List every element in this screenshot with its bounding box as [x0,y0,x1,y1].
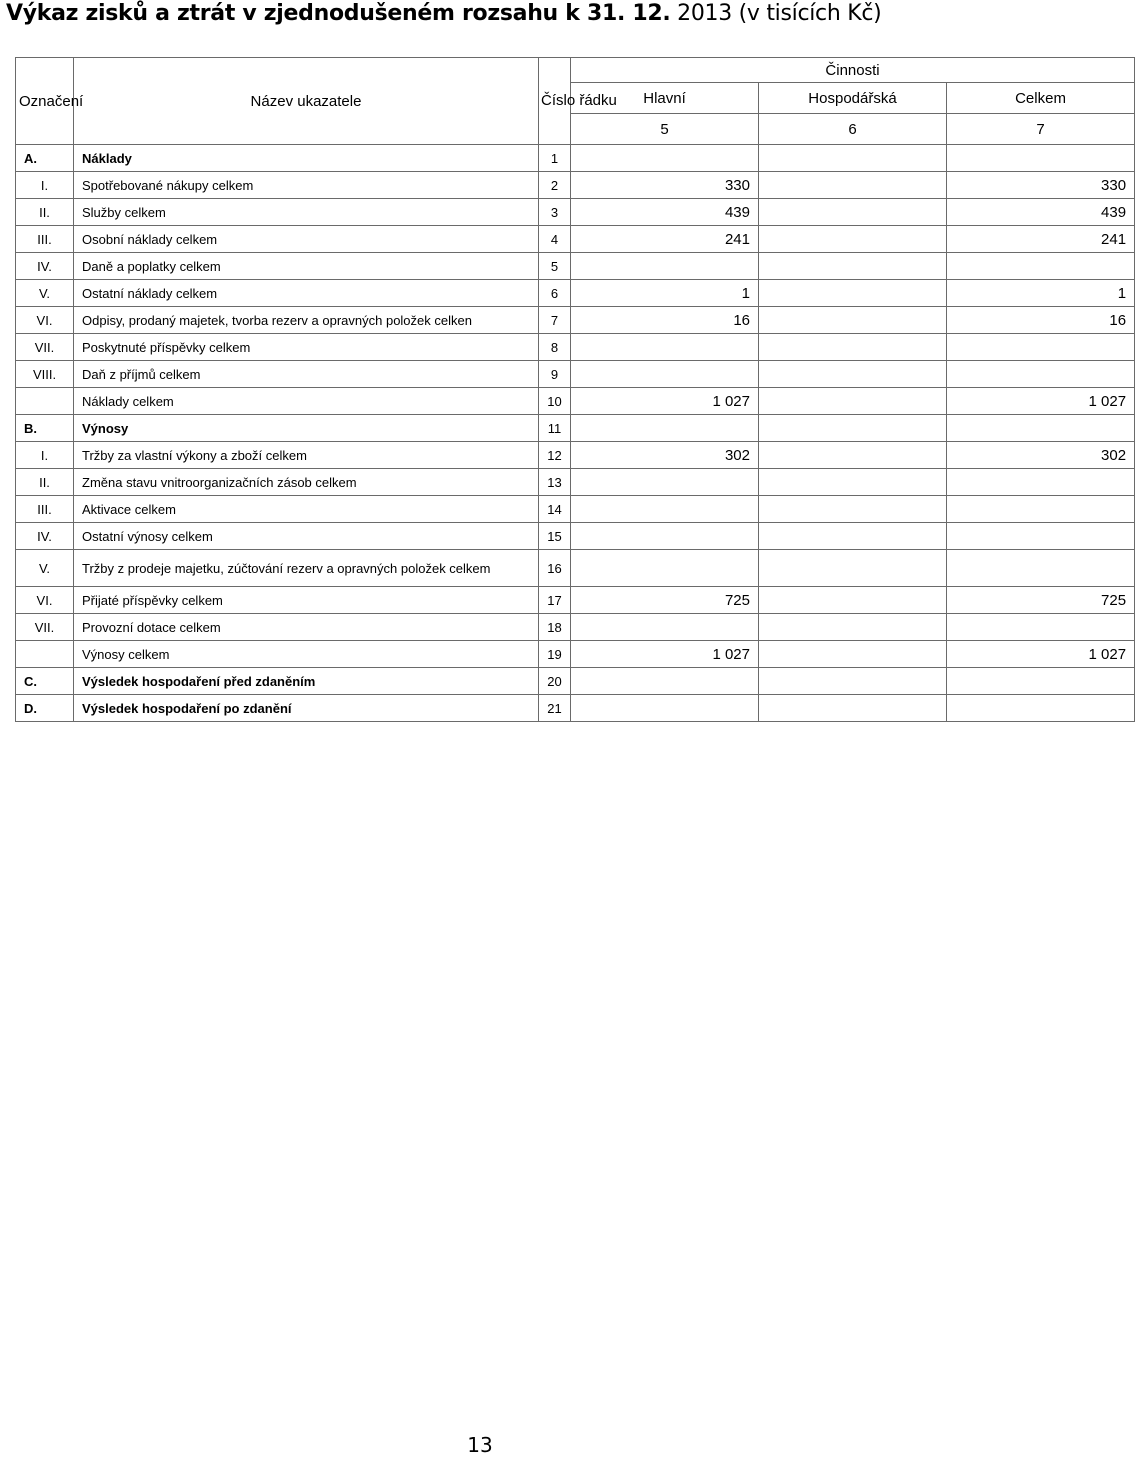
row-line-number: 5 [539,253,571,280]
row-value-main [571,695,759,722]
table-row [16,614,1135,641]
row-value-economic [759,307,947,334]
row-line-number: 20 [539,668,571,695]
row-value-economic [759,523,947,550]
row-value-economic [759,334,947,361]
table-row [16,469,1135,496]
row-name: Tržby z prodeje majetku, zúčtování rezerv a opravných položek celkem [74,550,539,587]
row-line-number: 8 [539,334,571,361]
row-name: Náklady celkem [74,388,539,415]
header-name: Název ukazatele [74,58,539,145]
row-value-main [571,415,759,442]
row-value-total [947,614,1135,641]
title-normal-part: 2013 (v tisících Kč) [670,1,882,26]
table-row [16,361,1135,388]
row-line-number: 17 [539,587,571,614]
row-value-economic [759,442,947,469]
row-line-number: 18 [539,614,571,641]
row-value-economic [759,668,947,695]
row-value-economic [759,614,947,641]
row-value-main [571,550,759,587]
row-value-total: 1 027 [947,388,1135,415]
row-code: II. [16,199,74,226]
row-name: Výnosy celkem [74,641,539,668]
row-line-number: 19 [539,641,571,668]
row-value-main: 725 [571,587,759,614]
row-value-main: 1 [571,280,759,307]
row-code: V. [16,280,74,307]
row-value-total: 330 [947,172,1135,199]
row-code: VII. [16,614,74,641]
row-value-economic [759,496,947,523]
header-main: Hlavní [571,83,759,114]
row-value-economic [759,587,947,614]
row-code: III. [16,496,74,523]
row-line-number: 7 [539,307,571,334]
row-value-main: 241 [571,226,759,253]
table-row [16,172,1135,199]
row-line-number: 1 [539,145,571,172]
row-value-total: 16 [947,307,1135,334]
row-line-number: 16 [539,550,571,587]
row-value-economic [759,199,947,226]
row-name: Ostatní výnosy celkem [74,523,539,550]
row-code: V. [16,550,74,587]
row-line-number: 14 [539,496,571,523]
row-value-main [571,469,759,496]
row-value-main: 1 027 [571,641,759,668]
header-num-total: 7 [947,114,1135,145]
row-value-main [571,668,759,695]
row-name: Odpisy, prodaný majetek, tvorba rezerv a opravných položek celken [74,307,539,334]
row-name: Aktivace celkem [74,496,539,523]
row-name: Služby celkem [74,199,539,226]
table-row [16,496,1135,523]
row-value-total [947,469,1135,496]
row-value-main [571,361,759,388]
row-value-main [571,253,759,280]
row-value-total [947,523,1135,550]
row-code: C. [16,668,74,695]
row-line-number: 10 [539,388,571,415]
row-code: VI. [16,587,74,614]
table-row [16,641,1135,668]
row-line-number: 11 [539,415,571,442]
row-value-economic [759,641,947,668]
row-value-main: 330 [571,172,759,199]
row-code: III. [16,226,74,253]
row-value-main: 16 [571,307,759,334]
header-activities: Činnosti [571,58,1135,83]
row-code [16,388,74,415]
table-row [16,668,1135,695]
row-value-economic [759,253,947,280]
row-value-main [571,145,759,172]
table-row [16,307,1135,334]
title-bold-part: Výkaz zisků a ztrát v zjednodušeném rozsahu k 31. 12. [6,1,671,26]
row-name: Přijaté příspěvky celkem [74,587,539,614]
table-row [16,695,1135,722]
row-name: Poskytnuté příspěvky celkem [74,334,539,361]
row-value-main: 1 027 [571,388,759,415]
row-value-economic [759,145,947,172]
row-value-main: 439 [571,199,759,226]
table-row [16,388,1135,415]
row-name: Ostatní náklady celkem [74,280,539,307]
row-code [16,641,74,668]
row-line-number: 21 [539,695,571,722]
table-row [16,415,1135,442]
table-row [16,334,1135,361]
row-value-total: 302 [947,442,1135,469]
table-row [16,226,1135,253]
row-value-total [947,695,1135,722]
row-value-total [947,668,1135,695]
row-value-total: 439 [947,199,1135,226]
row-line-number: 3 [539,199,571,226]
row-value-economic [759,226,947,253]
row-line-number: 4 [539,226,571,253]
row-value-economic [759,361,947,388]
row-value-main: 302 [571,442,759,469]
table-row [16,145,1135,172]
row-value-main [571,523,759,550]
income-statement-table [15,57,1135,722]
row-value-total [947,415,1135,442]
table-row [16,280,1135,307]
row-code: VII. [16,334,74,361]
row-name: Daně a poplatky celkem [74,253,539,280]
row-value-economic [759,415,947,442]
row-value-total: 1 027 [947,641,1135,668]
row-value-economic [759,388,947,415]
row-code: B. [16,415,74,442]
header-num-economic: 6 [759,114,947,145]
header-economic: Hospodářská [759,83,947,114]
row-code: I. [16,442,74,469]
row-value-main [571,496,759,523]
row-code: II. [16,469,74,496]
table-row [16,442,1135,469]
row-value-total: 725 [947,587,1135,614]
row-name: Osobní náklady celkem [74,226,539,253]
row-value-total [947,550,1135,587]
row-value-total [947,361,1135,388]
row-code: IV. [16,523,74,550]
row-value-economic [759,695,947,722]
row-name: Daň z příjmů celkem [74,361,539,388]
row-code: IV. [16,253,74,280]
row-line-number: 13 [539,469,571,496]
row-name: Výsledek hospodaření před zdaněním [74,668,539,695]
header-num-main: 5 [571,114,759,145]
header-total: Celkem [947,83,1135,114]
table-row [16,253,1135,280]
row-name: Spotřebované nákupy celkem [74,172,539,199]
row-name: Provozní dotace celkem [74,614,539,641]
row-name: Změna stavu vnitroorganizačních zásob celkem [74,469,539,496]
document-title [6,0,881,28]
table-row [16,523,1135,550]
row-code: D. [16,695,74,722]
page-number: 13 [467,1433,493,1457]
row-code: VIII. [16,361,74,388]
row-value-main [571,614,759,641]
row-value-economic [759,172,947,199]
row-value-total: 1 [947,280,1135,307]
row-line-number: 9 [539,361,571,388]
row-line-number: 6 [539,280,571,307]
row-name: Tržby za vlastní výkony a zboží celkem [74,442,539,469]
row-value-total [947,253,1135,280]
row-code: VI. [16,307,74,334]
row-code: A. [16,145,74,172]
row-value-main [571,334,759,361]
header-line-number: Číslo řádku [539,58,571,145]
row-name: Výnosy [74,415,539,442]
table-row [16,199,1135,226]
row-value-total [947,334,1135,361]
row-value-economic [759,550,947,587]
table-row [16,587,1135,614]
row-name: Náklady [74,145,539,172]
row-value-total: 241 [947,226,1135,253]
row-name: Výsledek hospodaření po zdanění [74,695,539,722]
header-code: Označení [16,58,74,145]
row-line-number: 15 [539,523,571,550]
row-value-total [947,145,1135,172]
row-value-total [947,496,1135,523]
row-value-economic [759,280,947,307]
row-code: I. [16,172,74,199]
row-value-economic [759,469,947,496]
row-line-number: 2 [539,172,571,199]
table-row [16,550,1135,587]
row-line-number: 12 [539,442,571,469]
